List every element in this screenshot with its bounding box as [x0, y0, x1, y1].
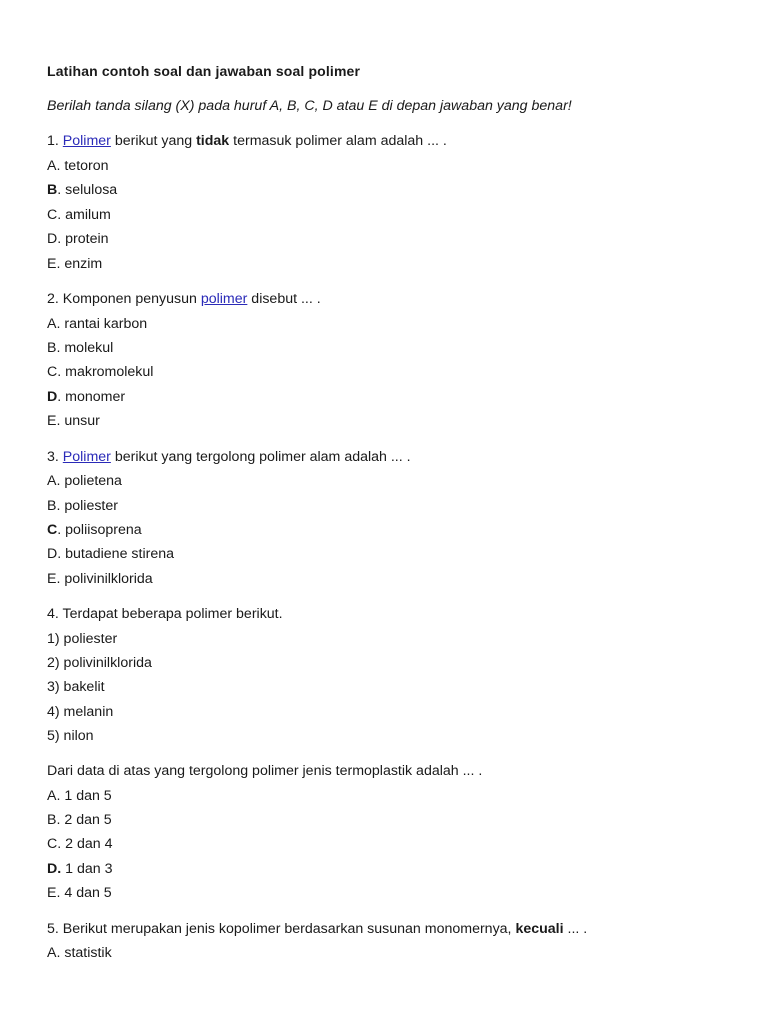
option-d-answer: D. monomer — [47, 389, 126, 405]
emphasis-tidak: tidak — [196, 133, 230, 149]
question-3 — [47, 448, 411, 466]
list-item-2: 2) polivinilklorida — [47, 655, 152, 671]
option-e: E. enzim — [47, 256, 103, 272]
option-e: E. 4 dan 5 — [47, 885, 112, 901]
question-number: 4. — [47, 606, 59, 622]
emphasis-kecuali: kecuali — [515, 921, 564, 937]
option-e: E. polivinilklorida — [47, 571, 153, 587]
option-a: A. statistik — [47, 945, 112, 961]
option-b: B. 2 dan 5 — [47, 812, 112, 828]
option-d: D. butadiene stirena — [47, 546, 174, 562]
polimer-link[interactable]: Polimer — [62, 449, 111, 465]
option-a: A. rantai karbon — [47, 316, 148, 332]
option-d: D. protein — [47, 231, 109, 247]
option-b: B. poliester — [47, 498, 118, 514]
question-text: Berikut merupakan jenis kopolimer berdasarkan susunan monomernya, — [58, 921, 516, 937]
list-item-5: 5) nilon — [47, 728, 94, 744]
answer-letter: D. — [47, 861, 62, 877]
question-text: termasuk polimer alam adalah ... . — [229, 133, 447, 149]
option-a: A. tetoron — [47, 158, 109, 174]
polimer-link[interactable]: polimer — [200, 291, 248, 307]
polimer-link[interactable]: Polimer — [62, 133, 111, 149]
option-b: B. molekul — [47, 340, 114, 356]
question-1 — [47, 132, 447, 150]
question-number: 1. — [47, 133, 59, 149]
option-d-answer: D. 1 dan 3 — [47, 861, 113, 877]
question-5 — [47, 920, 587, 938]
answer-letter: B — [47, 182, 58, 198]
list-item-3: 3) bakelit — [47, 679, 105, 695]
question-text: berikut yang tergolong polimer alam adalah ... . — [110, 449, 411, 465]
question-4-followup: Dari data di atas yang tergolong polimer jenis termoplastik adalah ... . — [47, 763, 483, 779]
question-text: berikut yang — [110, 133, 197, 149]
option-c-answer: C. poliisoprena — [47, 522, 142, 538]
question-number: 2. — [47, 291, 59, 307]
option-e: E. unsur — [47, 413, 100, 429]
answer-letter: D — [47, 389, 58, 405]
option-a: A. 1 dan 5 — [47, 788, 112, 804]
option-c: C. 2 dan 4 — [47, 836, 113, 852]
option-c: C. makromolekul — [47, 364, 154, 380]
list-item-1: 1) poliester — [47, 631, 118, 647]
question-number: 5. — [47, 921, 59, 937]
option-a: A. polietena — [47, 473, 122, 489]
document-title: Latihan contoh soal dan jawaban soal polimer — [47, 63, 361, 79]
option-b-answer: B. selulosa — [47, 182, 118, 198]
list-item-4: 4) melanin — [47, 704, 114, 720]
question-text: disebut ... . — [247, 291, 321, 307]
question-number: 3. — [47, 449, 59, 465]
option-c: C. amilum — [47, 207, 111, 223]
question-2 — [47, 290, 321, 308]
instruction-text: Berilah tanda silang (X) pada huruf A, B, C, D atau E di depan jawaban yang benar! — [47, 98, 572, 114]
question-4 — [47, 605, 283, 623]
answer-letter: C — [47, 522, 58, 538]
question-text: Komponen penyusun — [58, 291, 201, 307]
question-text: ... . — [563, 921, 588, 937]
question-text: Terdapat beberapa polimer berikut. — [58, 606, 283, 622]
